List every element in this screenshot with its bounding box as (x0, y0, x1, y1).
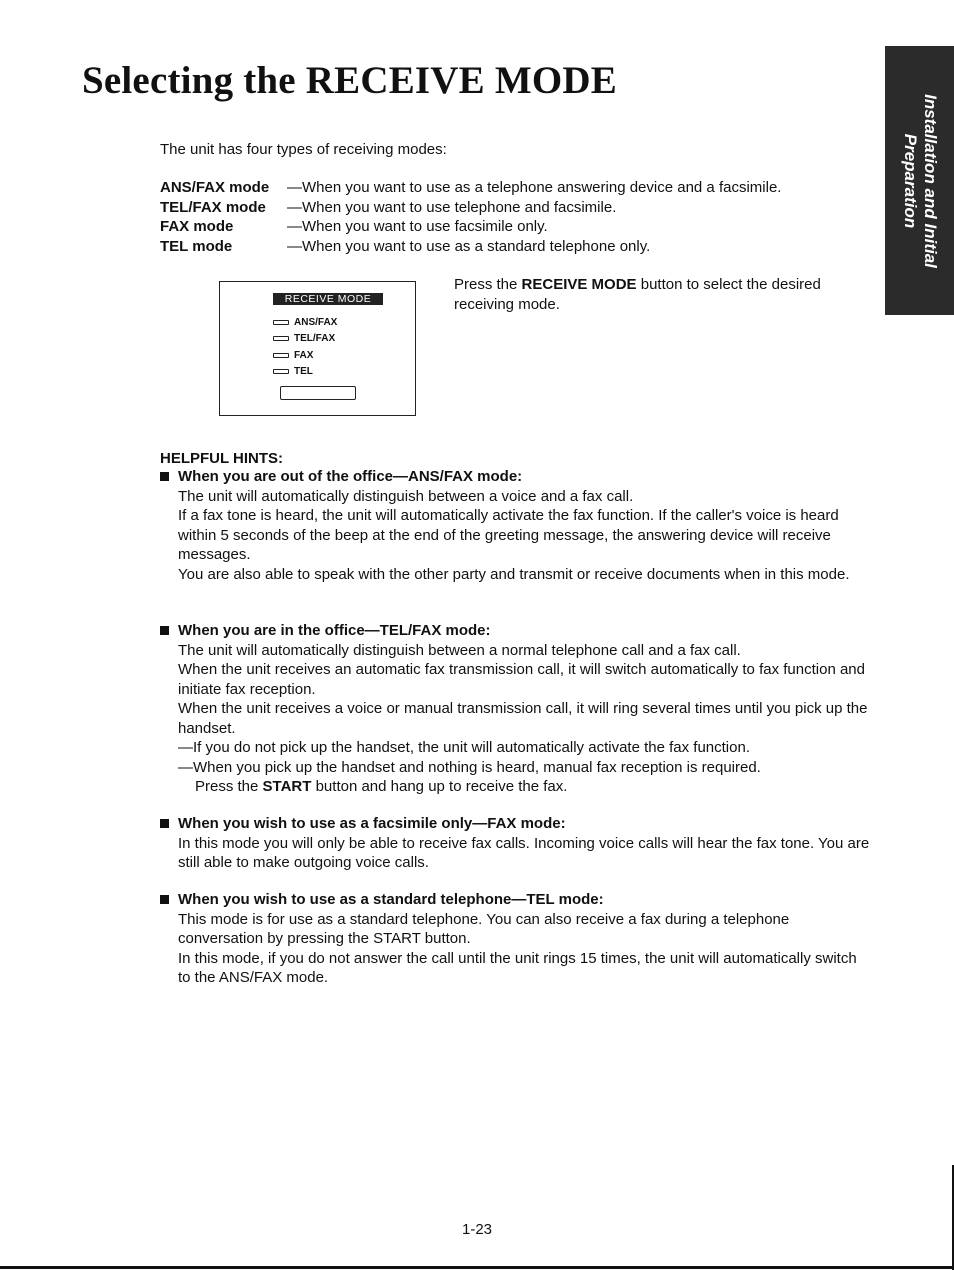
mode-row (160, 237, 781, 257)
intro-text: The unit has four types of receiving modes: (160, 141, 447, 158)
hint-body (178, 641, 870, 797)
hint-paragraph: The unit will automatically distinguish between a voice and a fax call. (178, 487, 634, 505)
hint-body (178, 910, 870, 988)
hint-tel (160, 890, 870, 988)
mode-row (160, 198, 781, 218)
mode-row (160, 217, 781, 237)
mode-list (160, 178, 781, 256)
indicator-label: TEL (294, 366, 313, 378)
hint-heading (160, 814, 870, 834)
mode-name: TEL mode (160, 237, 233, 255)
mode-desc: —When you want to use as a standard telephone only. (287, 237, 651, 255)
hint-heading-text: When you wish to use as a facsimile only—FAX mode: (178, 815, 566, 832)
panel-indicator (273, 347, 337, 364)
hint-tel-fax (160, 621, 870, 797)
indicator-lamp-icon (273, 353, 289, 358)
receive-mode-panel-diagram (219, 281, 416, 416)
indicator-lamp-icon (273, 320, 289, 325)
square-bullet-icon (160, 472, 169, 481)
indicator-lamp-icon (273, 336, 289, 341)
indicator-label: TEL/FAX (294, 333, 336, 345)
hint-paragraph: In this mode you will only be able to receive fax calls. Incoming voice calls will hear the fax tone. You are still able to make outgoing voice calls. (178, 834, 870, 871)
hint-paragraph: If a fax tone is heard, the unit will automatically activate the fax function. If the caller's voice is heard within 5 seconds of the beep at the end of the greeting message, the answering device will receive messages. (178, 507, 839, 563)
mode-name: ANS/FAX mode (160, 179, 270, 196)
receive-mode-button-illustration (280, 386, 356, 400)
hint-body (178, 487, 870, 585)
press-text-bold: RECEIVE MODE (521, 276, 637, 293)
press-start-before: Press the (195, 778, 263, 795)
mode-name: TEL/FAX mode (160, 198, 266, 216)
hint-heading-text: When you are out of the office—ANS/FAX mode: (178, 468, 523, 485)
hint-paragraph: In this mode, if you do not answer the call until the unit rings 15 times, the unit will automatically switch to the ANS/FAX mode. (178, 949, 857, 986)
section-tab (885, 46, 954, 315)
hint-paragraph: When the unit receives an automatic fax transmission call, it will switch automatically to fax function and initiate fax reception. (178, 661, 865, 698)
hint-paragraph: —When you pick up the handset and nothing is heard, manual fax reception is required. (178, 758, 761, 776)
page-number: 1-23 (461, 1221, 493, 1238)
bottom-rule (0, 1266, 954, 1269)
panel-indicator (273, 364, 337, 381)
indicator-label: FAX (294, 349, 314, 361)
press-text-before: Press the (454, 276, 522, 293)
mode-desc: —When you want to use telephone and facsimile. (287, 198, 617, 216)
press-start-bold: START (262, 778, 312, 795)
hint-body (178, 834, 870, 873)
square-bullet-icon (160, 626, 169, 635)
press-instruction (454, 275, 864, 314)
hint-heading (160, 890, 870, 910)
square-bullet-icon (160, 819, 169, 828)
panel-indicator-list (273, 314, 337, 380)
panel-indicator (273, 314, 337, 331)
indicator-label: ANS/FAX (294, 316, 338, 328)
page-title: Selecting the RECEIVE MODE (82, 59, 617, 102)
panel-indicator (273, 331, 337, 348)
mode-desc: —When you want to use facsimile only. (287, 218, 548, 235)
helpful-hints-title: HELPFUL HINTS: (160, 450, 284, 467)
hint-ans-fax (160, 467, 870, 584)
press-start-after: button and hang up to receive the fax. (311, 778, 568, 795)
indicator-lamp-icon (273, 369, 289, 374)
hint-paragraph: The unit will automatically distinguish between a normal telephone call and a fax call. (178, 641, 741, 659)
press-text-after: button to select the desired receiving mode. (454, 276, 821, 313)
hint-paragraph: This mode is for use as a standard telephone. You can also receive a fax during a telephone conversation by pressing the START button. (178, 910, 790, 947)
section-tab-label: Installation and Initial Preparation (900, 93, 940, 268)
panel-header: RECEIVE MODE (273, 293, 383, 305)
hint-fax (160, 814, 870, 873)
hint-heading (160, 467, 870, 487)
mode-row (160, 178, 781, 198)
mode-name: FAX mode (160, 218, 234, 235)
hint-heading-text: When you are in the office—TEL/FAX mode: (178, 622, 491, 639)
hint-paragraph: When the unit receives a voice or manual transmission call, it will ring several times until you pick up the handset. (178, 700, 868, 737)
mode-desc: —When you want to use as a telephone answering device and a facsimile. (287, 179, 782, 196)
hint-heading (160, 621, 870, 641)
hint-paragraph: —If you do not pick up the handset, the unit will automatically activate the fax function. (178, 739, 750, 756)
hint-paragraph: You are also able to speak with the other party and transmit or receive documents when in this mode. (178, 565, 850, 583)
hint-heading-text: When you wish to use as a standard telephone—TEL mode: (178, 891, 604, 908)
square-bullet-icon (160, 895, 169, 904)
hint-press-line (178, 777, 870, 797)
